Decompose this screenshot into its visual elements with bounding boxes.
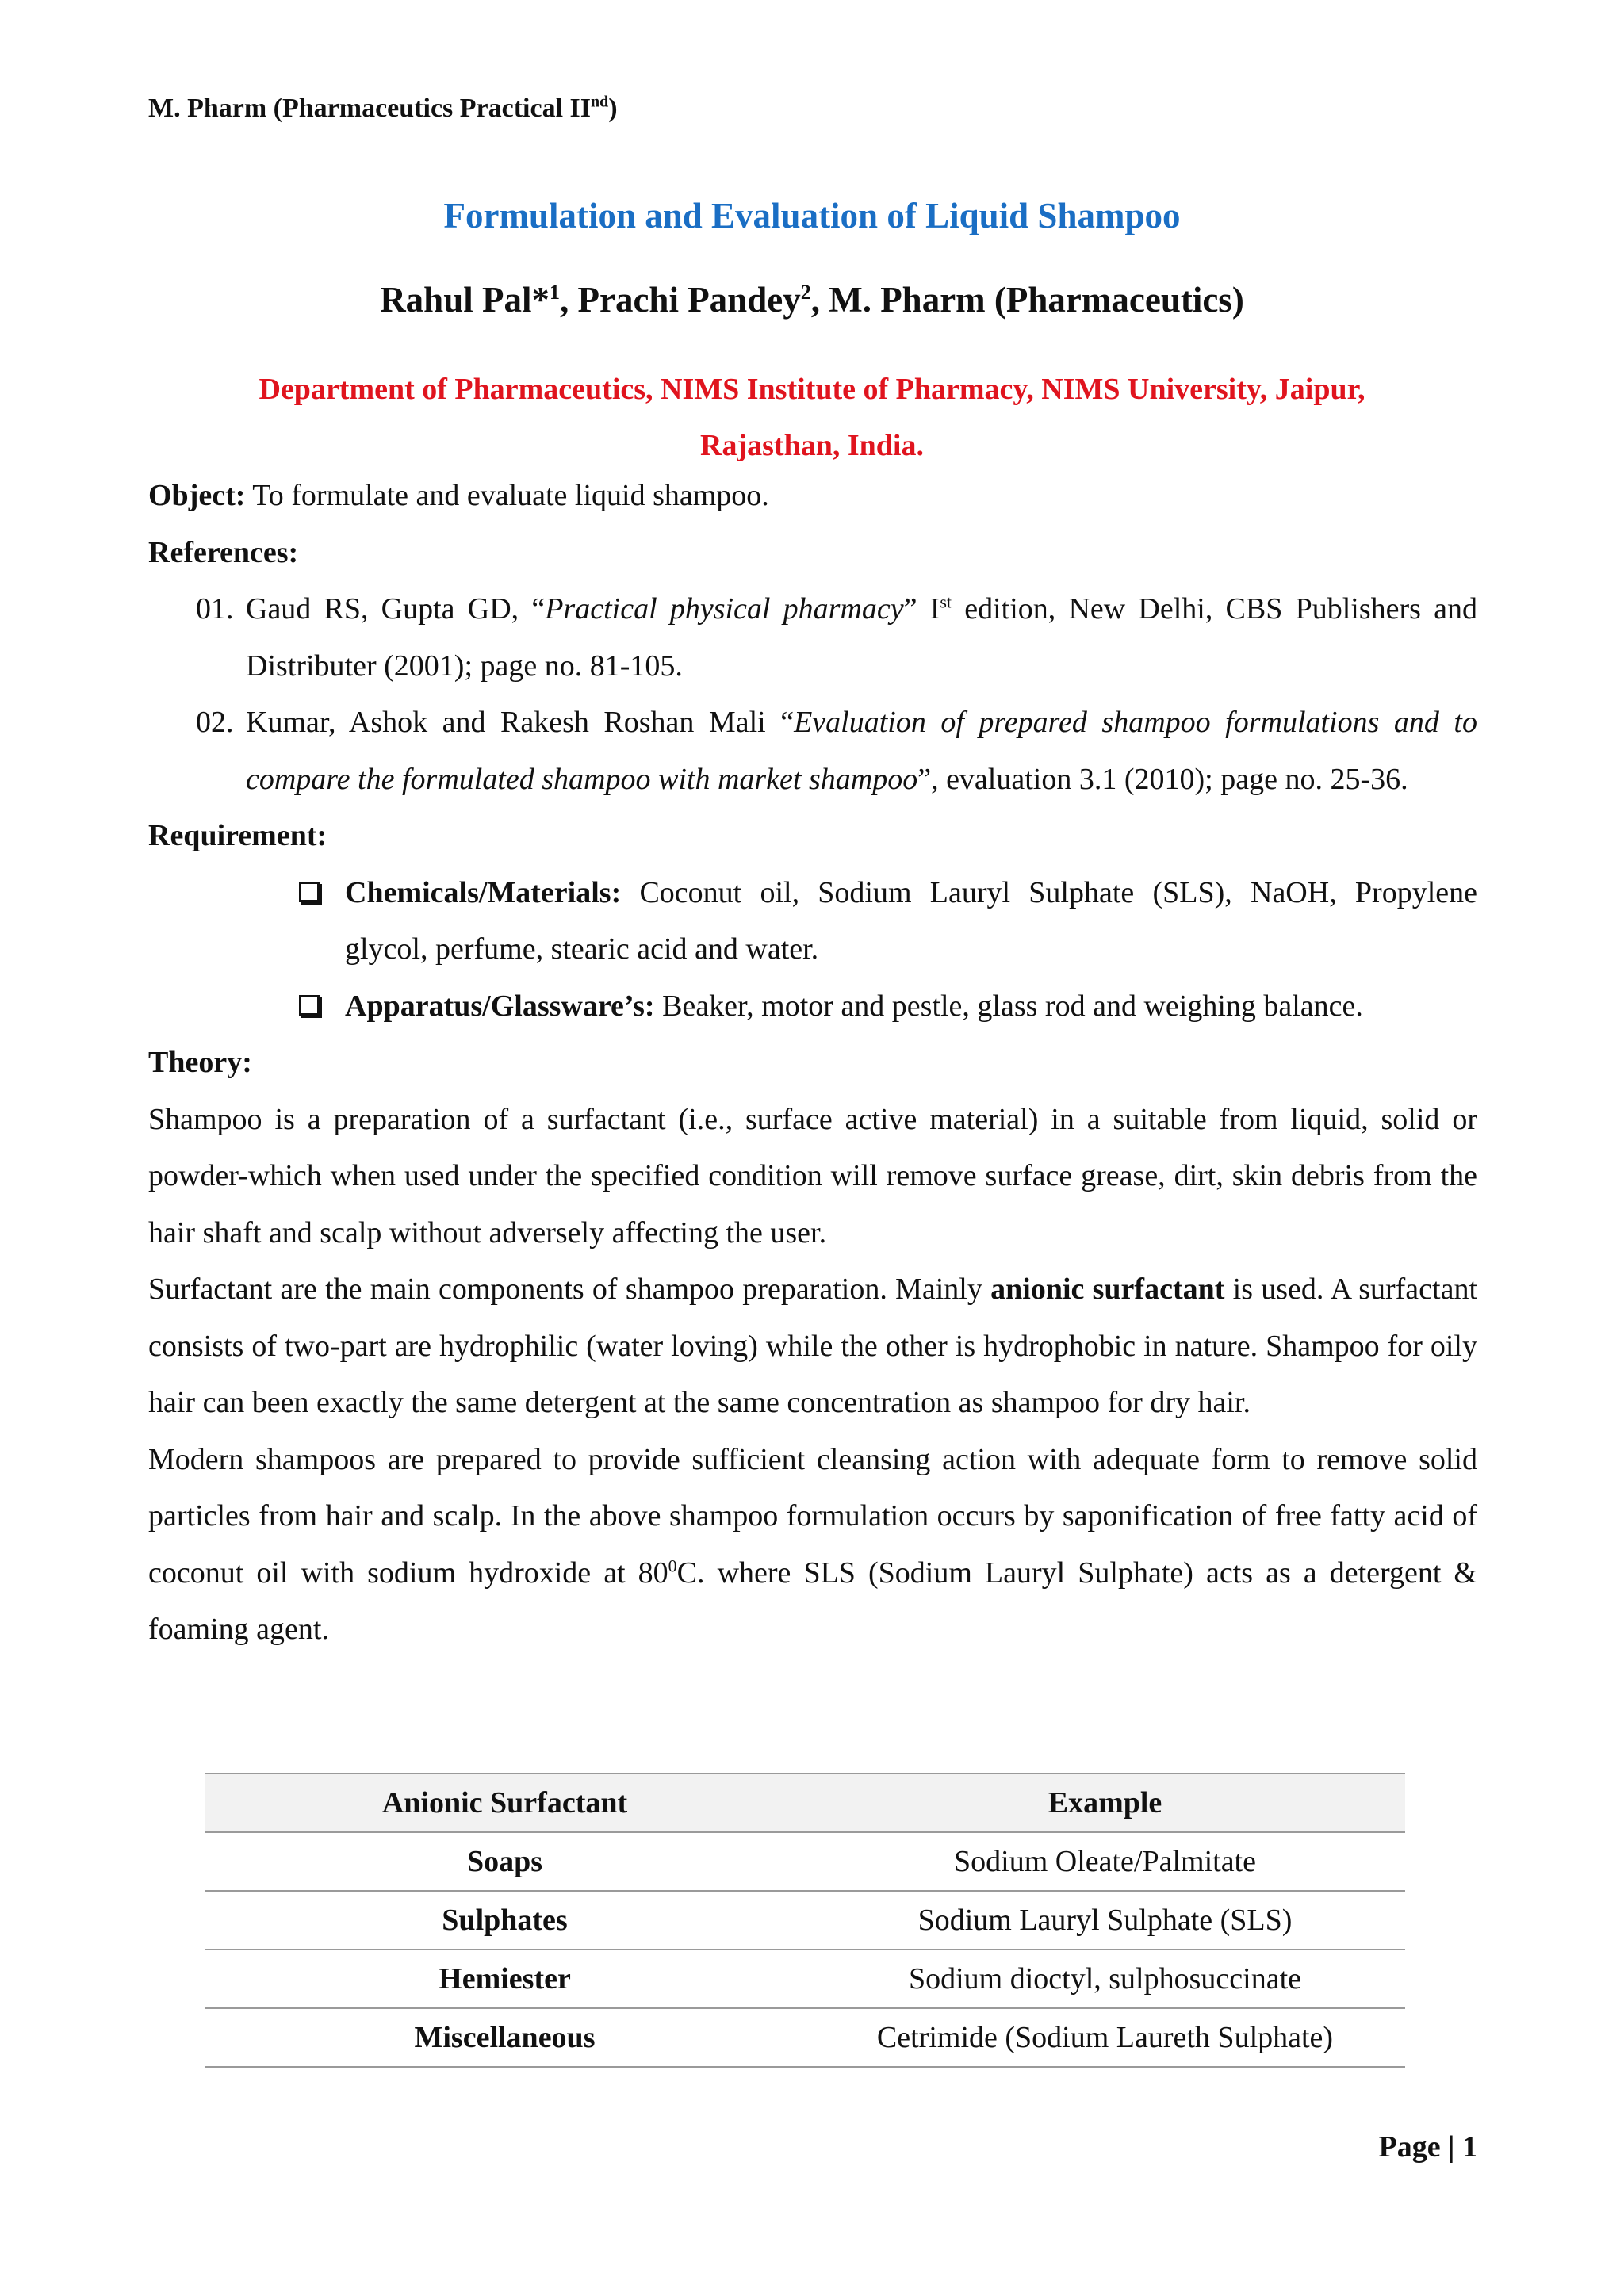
reference-text: ” I xyxy=(903,592,940,626)
table-cell: Miscellaneous xyxy=(205,2008,805,2067)
reference-item xyxy=(148,695,1477,808)
requirement-heading-text: Requirement: xyxy=(148,819,327,852)
theory-heading xyxy=(148,1035,1477,1092)
theory-paragraph-1: Shampoo is a preparation of a surfactant (i.e., surface active material) in a suitable from liquid, solid or powder-which when used under the specified condition will remove surface grease, dirt, skin debris from the hair shaft and scalp without adversely affecting the user. xyxy=(148,1102,1477,1249)
references-heading-text: References: xyxy=(148,535,299,569)
running-head-close: ) xyxy=(608,94,618,123)
theory-heading-text: Theory: xyxy=(148,1046,252,1079)
reference-sup: st xyxy=(940,591,952,612)
reference-text: Gaud RS, Gupta GD, “ xyxy=(246,592,546,626)
document-title: Formulation and Evaluation of Liquid Shampoo xyxy=(443,196,1181,235)
theory-paragraph-3 xyxy=(148,1432,1477,1659)
reference-number: 01. xyxy=(196,592,234,626)
running-head-text: M. Pharm (Pharmaceutics Practical II xyxy=(148,94,591,123)
chemicals-label: Chemicals/Materials: xyxy=(345,875,622,909)
table-header-cell: Anionic Surfactant xyxy=(205,1774,805,1832)
reference-text: edition, New Delhi, CBS Publishers and Distributer (2001); page no. 81-105. xyxy=(246,592,1477,683)
reference-item xyxy=(148,581,1477,695)
author-1-affil: 1 xyxy=(549,281,560,304)
object-text: To formulate and evaluate liquid shampoo. xyxy=(245,479,769,512)
table-cell: Hemiester xyxy=(205,1950,805,2008)
paragraph-text: is used. A surfactant consists of two-part are hydrophilic (water loving) while the other is hydrophobic in nature. Shampoo for oily hair can been exactly the same detergent at the same concentration as shampoo for dry hair. xyxy=(148,1272,1478,1419)
affiliation-line-2: Rajasthan, India. xyxy=(700,429,924,462)
table-cell: Sulphates xyxy=(205,1891,805,1950)
degree-sup: 0 xyxy=(668,1555,677,1575)
requirement-apparatus xyxy=(148,978,1477,1035)
table-cell: Sodium dioctyl, sulphosuccinate xyxy=(805,1950,1405,2008)
checkbox-bullet-icon xyxy=(299,995,320,1016)
table-header-row xyxy=(205,1774,1405,1832)
checkbox-bullet-icon xyxy=(299,882,320,902)
reference-title: Practical physical pharmacy xyxy=(545,592,904,626)
paragraph-text: C. where SLS (Sodium Lauryl Sulphate) acts as a detergent & foaming agent. xyxy=(148,1556,1477,1646)
object-label: Object: xyxy=(148,479,246,512)
reference-title: Evaluation of prepared shampoo formulations and to compare the formulated shampoo with market shampoo xyxy=(246,706,1477,796)
reference-text: Kumar, Ashok and Rakesh Roshan Mali “ xyxy=(246,706,795,739)
object-line xyxy=(148,468,1477,525)
author-degree: , M. Pharm (Pharmaceutics) xyxy=(810,280,1244,320)
paragraph-text: Surfactant are the main components of shampoo preparation. Mainly xyxy=(148,1272,991,1306)
table-row xyxy=(205,1891,1405,1950)
apparatus-label: Apparatus/Glassware’s: xyxy=(345,989,655,1023)
surfactant-table xyxy=(205,1773,1405,2068)
table-row xyxy=(205,1832,1405,1891)
table-cell: Cetrimide (Sodium Laureth Sulphate) xyxy=(805,2008,1405,2067)
author-2: Prachi Pandey xyxy=(577,280,801,320)
table-row xyxy=(205,2008,1405,2067)
reference-number: 02. xyxy=(196,706,234,739)
requirement-chemicals xyxy=(148,865,1477,978)
author-2-affil: 2 xyxy=(800,281,811,304)
chemicals-text: Coconut oil, Sodium Lauryl Sulphate (SLS), NaOH, Propylene glycol, perfume, stearic acid and water. xyxy=(345,875,1477,966)
page-number: Page | 1 xyxy=(1378,2130,1477,2164)
table-header-cell: Example xyxy=(805,1774,1405,1832)
paragraph-text: Modern shampoos are prepared to provide sufficient cleansing action with adequate form to remove solid particles from hair and scalp. In the above shampoo formulation occurs by saponification of free fatty acid of coconut oil with sodium hydroxide at 80 xyxy=(148,1442,1477,1590)
author-1: Rahul Pal* xyxy=(380,280,550,320)
references-heading xyxy=(148,525,1477,582)
running-head xyxy=(148,94,618,124)
reference-text: ”, evaluation 3.1 (2010); page no. 25-36. xyxy=(917,762,1408,796)
table-cell: Sodium Oleate/Palmitate xyxy=(805,1832,1405,1891)
affiliation-line-1: Department of Pharmaceutics, NIMS Institute of Pharmacy, NIMS University, Jaipur, xyxy=(259,373,1365,406)
running-head-sup: nd xyxy=(591,93,609,111)
theory-paragraph-2 xyxy=(148,1261,1477,1432)
apparatus-text: Beaker, motor and pestle, glass rod and weighing balance. xyxy=(654,989,1363,1023)
author-separator: , xyxy=(559,280,578,320)
affiliation xyxy=(182,362,1442,474)
table-row xyxy=(205,1950,1405,2008)
paragraph-bold: anionic surfactant xyxy=(990,1272,1225,1306)
requirement-heading xyxy=(148,808,1477,865)
table-cell: Soaps xyxy=(205,1832,805,1891)
author-line xyxy=(0,279,1624,320)
body-text xyxy=(148,468,1477,1659)
table-cell: Sodium Lauryl Sulphate (SLS) xyxy=(805,1891,1405,1950)
